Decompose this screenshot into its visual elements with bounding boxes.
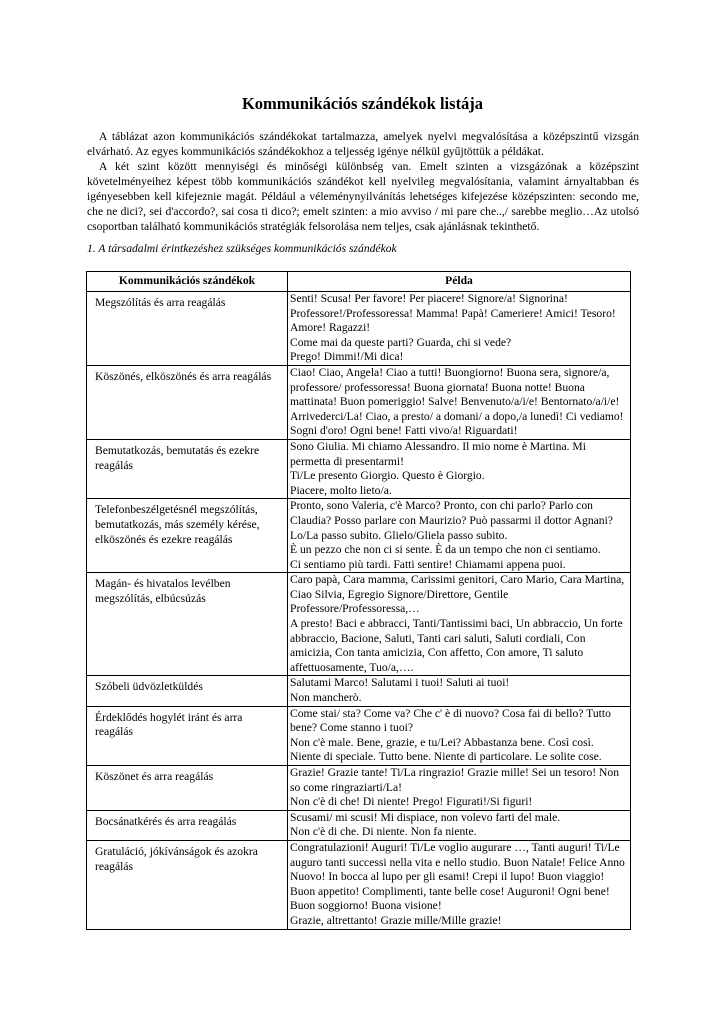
intent-cell: Szóbeli üdvözletküldés [87,676,288,706]
example-line: A presto! Baci e abbracci, Tanti/Tantissimi baci, Un abbraccio, Un forte abbraccio, Bacione, Saluti, Tanti cari saluti, Saluti cordiali, Con amicizia, Con tanta amicizia, Con affetto, Con amore, Ti saluto affettuosamente, Tuo/a,…. [290,617,623,674]
table-row [87,439,631,498]
example-cell [288,766,631,811]
example-line: Come mai da queste parti? Guarda, chi si vede? [290,335,512,349]
example-line: Non c'è male. Bene, grazie, e tu/Lei? Abbastanza bene. Così così. Niente di speciale. Tutto bene. Niente di particolare. Le solite cose. [290,735,602,764]
table-body [87,292,631,930]
table-row [87,840,631,929]
example-cell [288,840,631,929]
example-line: Ti/Le presento Giorgio. Questo è Giorgio. [290,469,485,483]
example-line: Ciao! Ciao, Angela! Ciao a tutti! Buongiorno! Buona sera, signore/a, professore/ professoressa! Buona giornata! Buona notte! Buona mattinata! Buon pomeriggio! Salve! Benvenuto/a/i/e! Bentornato/a/i/e! [290,365,620,409]
example-line: Ci sentiamo più tardi. Fatti sentire! Chiamami appena puoi. [290,557,566,571]
example-line: Salutami Marco! Salutami i tuoi! Saluti ai tuoi! [290,676,510,690]
example-cell [288,676,631,706]
table-row [87,573,631,676]
example-line: Sono Giulia. Mi chiamo Alessandro. Il mio nome è Martina. Mi permetta di presentarmi! [290,439,586,468]
example-line: Caro papà, Cara mamma, Carissimi genitori, Caro Mario, Cara Martina, Ciao Silvia, Egregio Signore/Direttore, Gentile Professore/Professoressa,… [290,573,625,616]
example-cell [288,292,631,366]
table-row [87,292,631,366]
example-line: Non c'è di che! Di niente! Prego! Figurati!/Si figuri! [290,795,533,809]
example-line: Pronto, sono Valeria, c'è Marco? Pronto, con chi parlo? Parlo con Claudia? Posso parlare con Maurizio? Può passarmi il dottor Agnani? Lo/La passo subito. Glielo/Gliela passo subito. [290,499,613,542]
column-header-intent: Kommunikációs szándékok [87,272,288,292]
example-line: Congratulazioni! Auguri! Ti/Le voglio augurare …, Tanti auguri! Ti/Le auguro tanti successi nella vita e nello studio. Buon Natale! Felice Anno Nuovo! In bocca al lupo per gli esami! Crepi il lupo! Buon viaggio! Buon appetito! Complimenti, tante belle cose! Auguroni! Ogni bene! Buon soggiorno! Buona visione! [290,840,625,913]
table-header-row [87,272,631,292]
intent-cell: Bemutatkozás, bemutatás és ezekre reagálás [87,439,288,498]
page-title: Kommunikációs szándékok listája [241,94,484,113]
example-cell [288,706,631,765]
example-line: Non mancherò. [290,691,362,705]
example-line: Scusami/ mi scusi! Mi dispiace, non volevo farti del male. [290,810,561,824]
intent-cell: Bocsánatkérés és arra reagálás [87,810,288,840]
intro-text [87,129,639,234]
example-cell [288,439,631,498]
example-line: Prego! Dimmi!/Mi dica! [290,350,404,364]
example-line: Non c'è di che. Di niente. Non fa niente. [290,825,477,839]
intent-cell: Megszólítás és arra reagálás [87,292,288,366]
section-heading: 1. A társadalmi érintkezéshez szükséges kommunikációs szándékok [87,242,397,255]
example-cell [288,810,631,840]
intent-cell: Érdeklődés hogylét iránt és arra reagálás [87,706,288,765]
intro-paragraph: A két szint között mennyiségi és minőségi különbség van. Emelt szinten a vizsgázónak a középszint követelményeihez képest több kommunikációs szándékot kell nyelvileg megvalósítania, valamint árnyaltabban és igényesebben kell kifejeznie magát. Például a véleménynyilvánítás lehetséges kifejezése középszinten: secondo me, che ne dici?, sei d'accordo?, sai cosa ti dico?; emelt szinten: a mio avviso / mi pare che..,/ sarebbe meglio…Az utolsó csoportban található kommunikációs stratégiák felsorolása nem teljes, csak ajánlásnak tekinthető. [87,160,639,233]
intent-cell: Köszönés, elköszönés és arra reagálás [87,365,288,439]
intentions-table [86,271,631,930]
table-row [87,499,631,573]
intent-cell: Gratuláció, jókívánságok és azokra reagálás [87,840,288,929]
table-row [87,365,631,439]
column-header-example: Példa [288,272,631,292]
table-row [87,766,631,811]
example-line: Grazie! Grazie tante! Ti/La ringrazio! Grazie mille! Sei un tesoro! Non so come ringraziarti/La! [290,766,620,794]
example-cell [288,365,631,439]
table-row [87,676,631,706]
example-line: Arrivederci/La! Ciao, a presto/ a domani/ a dopo,/a lunedì! Ci vediamo! Sogni d'oro! Ogni bene! Fatti vivo/a! Riguardati! [290,409,624,438]
example-line: Come stai/ sta? Come va? Che c' è di nuovo? Cosa fai di bello? Tutto bene? Come stanno i tuoi? [290,706,611,735]
example-line: È un pezzo che non ci si sente. È da un tempo che non ci sentiamo. [290,543,601,557]
example-cell [288,499,631,573]
intent-cell: Magán- és hivatalos levélben megszólítás, elbúcsúzás [87,573,288,676]
intro-paragraph: A táblázat azon kommunikációs szándékokat tartalmazza, amelyek nyelvi megvalósítása a középszintű vizsgán elvárható. Az egyes kommunikációs szándékokhoz a teljesség igénye nélkül gyűjtöttük a példákat. [87,130,639,158]
intent-cell: Telefonbeszélgetésnél megszólítás, bemutatkozás, más személy kérése, elköszönés és ezekre reagálás [87,499,288,573]
intent-cell: Köszönet és arra reagálás [87,766,288,811]
table-row [87,706,631,765]
example-line: Grazie, altrettanto! Grazie mille/Mille grazie! [290,913,502,927]
example-line: Piacere, molto lieto/a. [290,483,392,497]
table-row [87,810,631,840]
example-cell [288,573,631,676]
example-line: Senti! Scusa! Per favore! Per piacere! Signore/a! Signorina! Professore!/Professoressa! Mamma! Papà! Cameriere! Amici! Tesoro! Amore! Ragazzi! [290,292,616,335]
